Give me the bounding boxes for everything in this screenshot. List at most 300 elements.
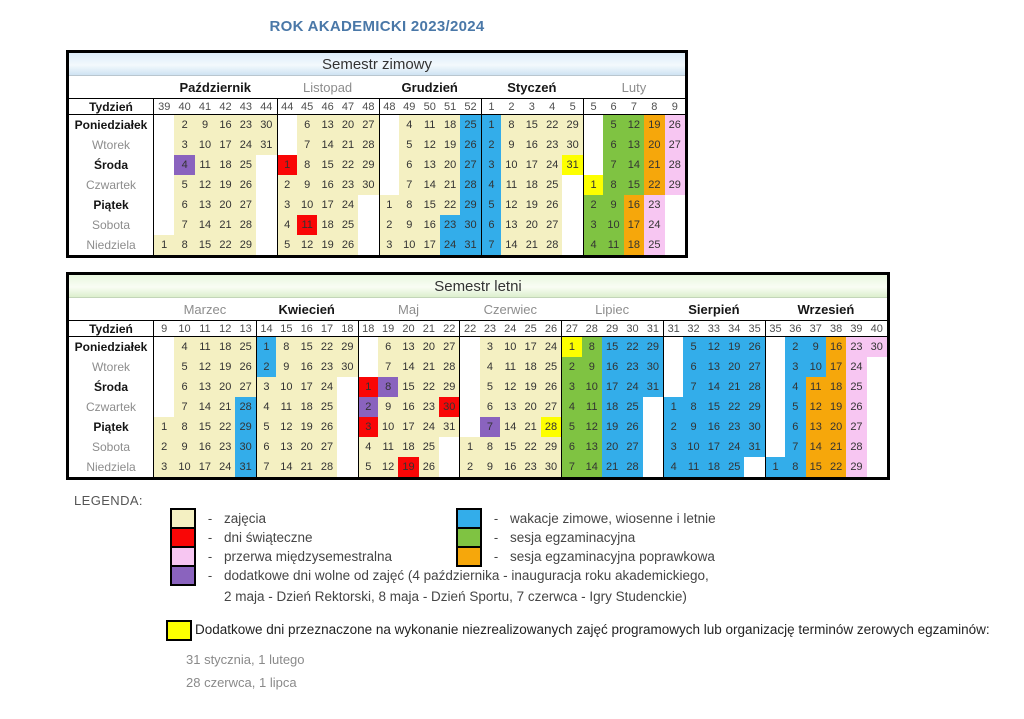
day-cell: 31 [439,417,459,437]
day-cell: 21 [338,135,358,155]
day-cell: 9 [297,175,317,195]
winter-semester-table [66,50,688,258]
week-number-cell: 31 [663,320,683,337]
day-cell: 22 [622,337,642,357]
day-cell: 1 [663,397,683,417]
day-cell [867,377,887,397]
day-cell [379,115,399,135]
day-cell [665,195,685,215]
day-cell: 13 [419,155,439,175]
week-number-cell: 42 [215,98,235,115]
day-cell [765,437,785,457]
day-cell: 9 [501,135,521,155]
day-cell: 30 [562,135,582,155]
legend-dash: - [493,530,499,545]
day-cell: 11 [195,337,215,357]
day-cell: 25 [644,235,664,255]
legend-item-label: dodatkowe dni wolne od zajęć (4 października - inauguracja roku akademickiego, 2 maja - Dzień Rektorski, 8 maja - Dzień Sportu, 7 czerwca - Igry Studenckie) [224,565,709,607]
day-cell [583,115,603,135]
month-label: Wrzesień [797,301,855,317]
day-cell: 10 [501,155,521,175]
day-cell: 18 [215,337,235,357]
day-cell: 17 [297,377,317,397]
day-row-label: Środa [69,377,154,397]
day-cell: 23 [317,357,337,377]
day-cell: 20 [440,155,460,175]
day-cell: 1 [583,175,603,195]
day-cell: 22 [724,397,744,417]
day-cell: 21 [522,235,542,255]
day-cell: 17 [195,457,215,477]
day-cell [765,417,785,437]
legend-color-swatch [170,546,196,567]
day-cell: 23 [419,397,439,417]
day-cell [867,457,887,477]
day-cell: 11 [603,235,623,255]
day-cell: 19 [297,417,317,437]
day-cell: 15 [500,437,520,457]
day-cell: 4 [277,215,297,235]
legend-bottom-date-line: 28 czerwca, 1 lipca [186,675,297,690]
day-cell: 19 [826,397,846,417]
day-cell: 6 [785,417,805,437]
day-cell: 24 [622,377,642,397]
day-cell [358,215,378,235]
day-cell: 6 [297,115,317,135]
week-number-cell: 27 [561,320,581,337]
day-cell: 6 [174,195,194,215]
day-row-label: Wtorek [69,357,154,377]
legend-dash: - [207,530,213,545]
day-cell: 30 [460,215,480,235]
legend-title: LEGENDA: [74,493,143,508]
day-row-label: Poniedziałek [69,115,154,135]
day-cell: 13 [704,357,724,377]
day-cell: 15 [419,195,439,215]
day-cell: 2 [561,357,581,377]
day-cell: 11 [419,115,439,135]
week-number-cell: 39 [154,98,174,115]
day-cell: 23 [846,337,866,357]
day-cell: 13 [195,195,215,215]
day-cell [154,135,174,155]
day-cell: 19 [215,357,235,377]
day-cell: 26 [542,195,562,215]
day-cell: 28 [541,417,561,437]
day-cell: 26 [665,115,685,135]
day-cell: 25 [724,457,744,477]
day-cell: 7 [378,357,398,377]
day-cell: 8 [174,417,194,437]
week-number-cell: 48 [358,98,378,115]
day-cell: 16 [826,337,846,357]
day-cell [154,175,174,195]
day-cell: 31 [235,457,255,477]
day-cell: 20 [215,377,235,397]
day-row-label: Niedziela [69,235,154,255]
month-row-spacer [69,76,154,98]
day-cell: 20 [724,357,744,377]
day-cell: 20 [644,135,664,155]
day-cell: 6 [256,437,276,457]
week-number-cell: 35 [765,320,785,337]
day-cell: 5 [603,115,623,135]
day-cell: 22 [419,377,439,397]
month-label: Październik [179,79,252,95]
day-cell: 29 [846,457,866,477]
legend-dash: - [493,511,499,526]
day-cell: 21 [644,155,664,175]
day-cell: 29 [460,195,480,215]
day-cell [358,195,378,215]
day-cell: 13 [582,437,602,457]
day-cell: 1 [154,235,174,255]
day-cell [562,215,582,235]
day-cell: 27 [542,215,562,235]
day-cell: 23 [236,115,256,135]
day-cell: 14 [276,457,296,477]
day-cell: 5 [256,417,276,437]
day-cell: 11 [276,397,296,417]
week-number-cell: 20 [398,320,418,337]
day-cell: 19 [602,417,622,437]
week-number-cell: 39 [846,320,866,337]
week-number-cell: 43 [236,98,256,115]
day-cell: 17 [317,195,337,215]
week-number-cell: 23 [480,320,500,337]
day-cell: 17 [704,437,724,457]
week-number-cell: 40 [174,98,194,115]
day-cell: 3 [174,135,194,155]
month-label: Listopad [303,79,353,95]
day-cell [358,337,378,357]
day-cell: 27 [439,337,459,357]
day-cell: 30 [867,337,887,357]
day-cell: 29 [541,437,561,457]
week-number-cell: 51 [440,98,460,115]
day-cell: 25 [542,175,562,195]
day-cell: 28 [460,175,480,195]
day-cell [765,357,785,377]
legend-dash: - [207,511,213,526]
day-cell: 27 [235,377,255,397]
day-cell: 26 [541,377,561,397]
day-cell: 1 [358,377,378,397]
day-cell: 14 [501,235,521,255]
day-cell: 5 [174,357,194,377]
week-number-cell: 10 [174,320,194,337]
day-cell [154,155,174,175]
month-label: Marzec [183,301,227,317]
day-cell: 26 [460,135,480,155]
day-cell: 28 [439,357,459,377]
day-cell: 23 [215,437,235,457]
day-cell: 9 [378,397,398,417]
day-cell [154,115,174,135]
day-cell: 15 [522,115,542,135]
day-cell: 3 [480,337,500,357]
day-cell: 30 [235,437,255,457]
day-cell: 9 [276,357,296,377]
day-cell: 11 [500,357,520,377]
day-cell [459,397,479,417]
week-number-cell: 41 [195,98,215,115]
day-cell: 10 [276,377,296,397]
day-cell: 3 [358,417,378,437]
day-cell: 20 [419,337,439,357]
day-cell: 4 [358,437,378,457]
legend-item [456,527,716,548]
day-cell: 24 [846,357,866,377]
day-cell: 31 [744,437,764,457]
day-cell: 2 [174,115,194,135]
week-number-cell: 9 [154,320,174,337]
day-cell: 1 [379,195,399,215]
day-cell: 19 [644,115,664,135]
day-cell: 27 [622,437,642,457]
day-cell: 3 [379,235,399,255]
day-cell: 3 [785,357,805,377]
legend-dash: - [207,568,213,583]
day-cell: 16 [602,357,622,377]
day-cell: 30 [358,175,378,195]
day-cell: 23 [542,135,562,155]
day-cell: 14 [624,155,644,175]
day-row-label: Piątek [69,417,154,437]
day-cell [744,457,764,477]
day-cell: 5 [358,457,378,477]
day-cell: 3 [154,457,174,477]
day-cell: 29 [358,155,378,175]
day-row-label: Poniedziałek [69,337,154,357]
day-cell: 1 [561,337,581,357]
day-cell: 15 [806,457,826,477]
day-cell: 22 [317,337,337,357]
day-cell [154,377,174,397]
day-cell: 19 [522,195,542,215]
day-cell: 26 [338,235,358,255]
day-cell: 28 [665,155,685,175]
day-row-label: Sobota [69,215,154,235]
day-cell: 29 [665,175,685,195]
day-cell: 7 [603,155,623,175]
day-cell: 6 [683,357,703,377]
week-number-cell: 18 [337,320,357,337]
week-number-cell: 24 [500,320,520,337]
week-number-cell: 32 [683,320,703,337]
month-label: Styczeń [507,79,557,95]
day-cell: 22 [215,417,235,437]
day-cell: 19 [440,135,460,155]
day-cell: 10 [500,337,520,357]
day-cell: 14 [398,357,418,377]
day-cell: 5 [785,397,805,417]
day-cell: 17 [419,235,439,255]
week-number-cell: 44 [256,98,276,115]
legend-item-label: sesja egzaminacyjna [510,530,636,545]
day-cell [256,235,276,255]
day-row-label: Czwartek [69,175,154,195]
day-cell: 29 [235,417,255,437]
day-cell: 21 [419,357,439,377]
day-cell: 11 [806,377,826,397]
legend-dash: - [493,549,499,564]
day-cell: 3 [561,377,581,397]
day-cell: 18 [704,457,724,477]
day-cell: 10 [174,457,194,477]
day-cell [663,337,683,357]
week-number-cell: 12 [215,320,235,337]
day-cell: 13 [806,417,826,437]
day-cell: 28 [542,235,562,255]
day-cell: 7 [785,437,805,457]
day-cell: 27 [236,195,256,215]
legend-item-label-line2: 2 maja - Dzień Rektorski, 8 maja - Dzień Sportu, 7 czerwca - Igry Studenckie) [224,589,687,604]
day-cell: 28 [744,377,764,397]
week-number-cell: 28 [582,320,602,337]
day-cell [256,175,276,195]
semester-header: Semestr zimowy [69,53,685,76]
day-cell: 5 [481,195,501,215]
day-cell: 8 [480,437,500,457]
day-cell: 2 [481,135,501,155]
day-cell: 25 [622,397,642,417]
day-cell [583,135,603,155]
day-cell [379,175,399,195]
day-cell: 15 [195,235,215,255]
week-number-cell: 38 [826,320,846,337]
day-cell: 31 [643,377,663,397]
day-cell [154,357,174,377]
day-cell: 10 [297,195,317,215]
day-cell: 14 [317,135,337,155]
day-cell: 9 [603,195,623,215]
day-cell: 5 [399,135,419,155]
week-number-cell: 22 [439,320,459,337]
day-row-label: Sobota [69,437,154,457]
day-cell: 28 [317,457,337,477]
day-cell: 24 [440,235,460,255]
day-cell: 1 [459,437,479,457]
legend-item-label: wakacje zimowe, wiosenne i letnie [510,511,716,526]
day-cell: 8 [174,235,194,255]
day-cell: 17 [398,417,418,437]
day-cell: 28 [622,457,642,477]
day-cell: 13 [195,377,215,397]
day-cell: 20 [602,437,622,457]
day-cell: 4 [480,357,500,377]
legend-bottom-item [166,620,990,694]
day-cell: 9 [195,115,215,135]
day-cell: 25 [235,337,255,357]
day-cell: 20 [297,437,317,457]
day-cell [663,357,683,377]
day-cell: 26 [235,357,255,377]
day-cell: 7 [399,175,419,195]
day-cell [643,437,663,457]
day-cell: 16 [522,135,542,155]
day-cell: 19 [398,457,418,477]
day-cell: 13 [398,337,418,357]
month-label: Maj [398,301,419,317]
legend-color-swatch [456,527,482,548]
week-number-cell: 14 [256,320,276,337]
day-cell: 8 [501,115,521,135]
day-cell: 17 [602,377,622,397]
day-cell [867,397,887,417]
day-cell: 12 [500,377,520,397]
day-cell: 25 [541,357,561,377]
week-number-cell: 16 [297,320,317,337]
day-cell: 5 [480,377,500,397]
summer-semester-table [66,272,890,480]
day-cell: 3 [277,195,297,215]
legend-bottom-date-line: 31 stycznia, 1 lutego [186,652,305,667]
day-cell: 23 [338,175,358,195]
legend-right-column [456,508,716,567]
day-cell: 18 [317,215,337,235]
day-cell [663,377,683,397]
week-number-cell: 50 [419,98,439,115]
day-cell: 8 [683,397,703,417]
day-cell [154,397,174,417]
day-cell: 30 [744,417,764,437]
day-cell: 14 [582,457,602,477]
day-cell: 12 [419,135,439,155]
legend-item-label: sesja egzaminacyjna poprawkowa [510,549,715,564]
day-cell [665,235,685,255]
day-cell: 18 [297,397,317,417]
day-cell: 11 [683,457,703,477]
day-cell: 2 [358,397,378,417]
day-cell: 10 [378,417,398,437]
day-row-label: Piątek [69,195,154,215]
day-cell: 25 [317,397,337,417]
month-label: Lipiec [595,301,630,317]
day-cell: 3 [663,437,683,457]
week-number-cell: 40 [867,320,887,337]
day-cell: 30 [256,115,276,135]
day-cell [358,235,378,255]
day-cell [867,357,887,377]
day-cell [337,457,357,477]
day-cell: 8 [276,337,296,357]
day-cell [867,437,887,457]
day-cell [459,417,479,437]
day-cell: 2 [379,215,399,235]
day-cell: 17 [826,357,846,377]
calendar-grid [69,76,685,255]
day-cell: 14 [806,437,826,457]
legend-color-swatch [170,508,196,529]
day-cell: 17 [522,155,542,175]
day-cell: 20 [826,417,846,437]
day-cell [765,337,785,357]
day-cell [562,195,582,215]
day-cell: 30 [337,357,357,377]
day-cell: 4 [174,337,194,357]
month-label: Czerwiec [483,301,538,317]
day-cell: 16 [704,417,724,437]
day-cell: 11 [195,155,215,175]
legend-bottom-dates [186,648,990,694]
day-cell: 2 [277,175,297,195]
day-cell: 12 [582,417,602,437]
day-cell: 13 [276,437,296,457]
day-cell: 3 [256,377,276,397]
day-cell [154,337,174,357]
month-label: Grudzień [401,79,458,95]
